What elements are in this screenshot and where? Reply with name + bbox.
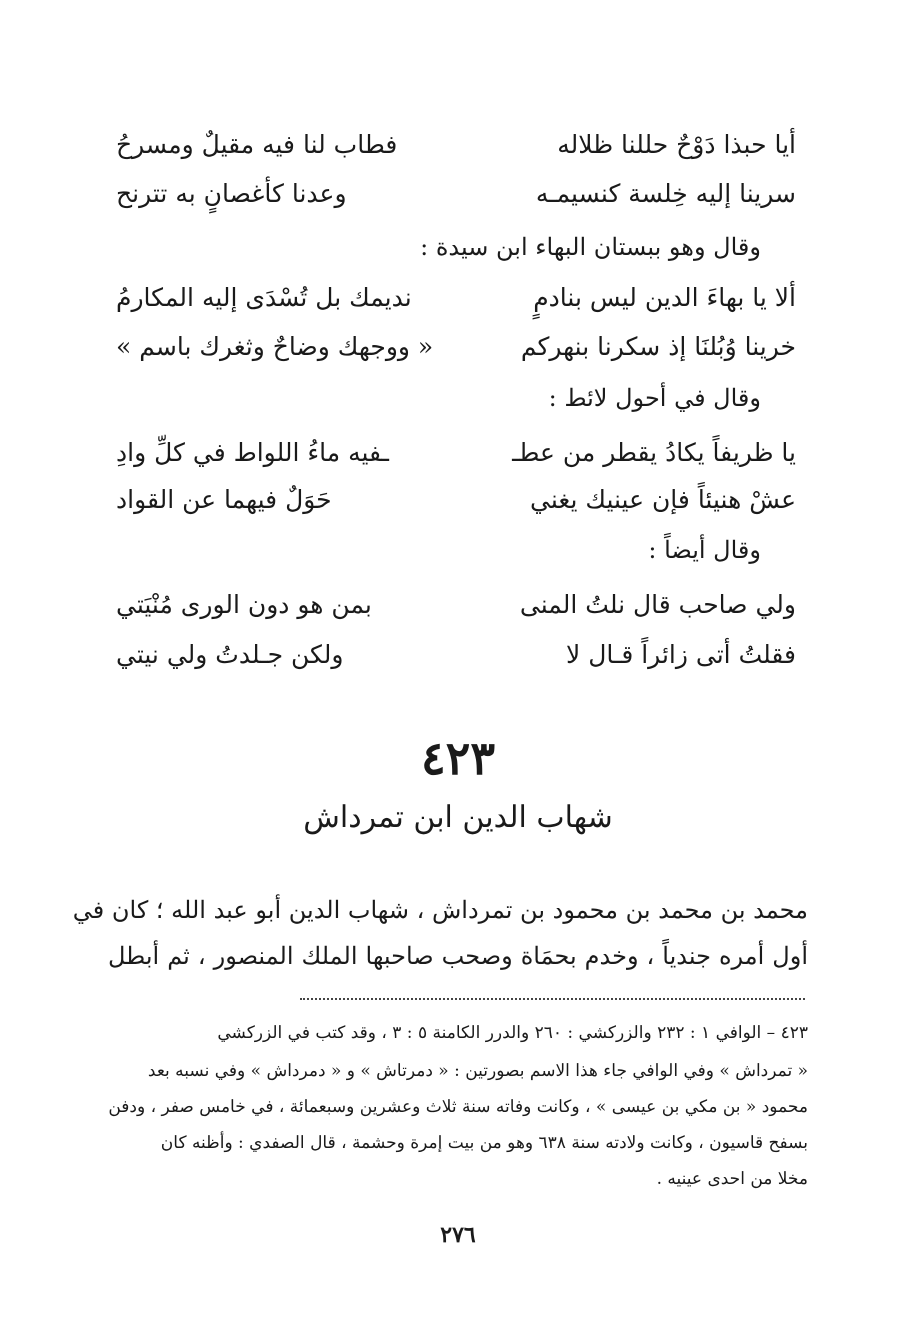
verse-second-hemistich: وعدنا كأغصانٍ به تترنح — [116, 179, 347, 208]
poem-intro: وقال في أحول لائط : — [548, 384, 761, 412]
body-text-line: أول أمره جندياً ، وخدم بحمَاة وصحب صاحبها الملك المنصور ، ثم أبطل — [108, 942, 808, 970]
footnote-line: مخلا من احدى عينيه . — [656, 1169, 808, 1189]
entry-title: شهاب الدين ابن تمرداش — [303, 800, 613, 835]
verse-second-hemistich: « ووجهك وضاحٌ وثغرك باسم » — [116, 332, 434, 361]
verse-first-hemistich: ألا يا بهاءَ الدين ليس بنادمٍ — [533, 283, 796, 312]
footnote-line: بسفح قاسيون ، وكانت ولادته سنة ٦٣٨ وهو من بيت إمرة وحشمة ، قال الصفدي : وأظنه كان — [160, 1133, 808, 1153]
footnote-line: ٤٢٣ – الوافي ١ : ٢٣٢ والزركشي : ٢٦٠ والدرر الكامنة ٥ : ٣ ، وقد كتب في الزركشي — [217, 1023, 808, 1043]
poem-intro: وقال أيضاً : — [648, 536, 761, 564]
verse-second-hemistich: ـفيه ماءُ اللواط في كلِّ وادِ — [116, 438, 390, 467]
poem-intro: وقال وهو ببستان البهاء ابن سيدة : — [420, 233, 761, 261]
body-text-line: محمد بن محمد بن محمود بن تمرداش ، شهاب الدين أبو عبد الله ؛ كان في — [72, 896, 808, 924]
footnote-separator — [300, 998, 805, 1000]
verse-second-hemistich: فطاب لنا فيه مقيلٌ ومسرحُ — [116, 130, 398, 159]
verse-first-hemistich: عشْ هنيئاً فإن عينيك يغني — [530, 485, 796, 514]
verse-line — [116, 324, 796, 370]
verse-first-hemistich: يا ظريفاً يكادُ يقطر من عطـ — [512, 438, 796, 467]
page-number: ٢٧٦ — [440, 1222, 476, 1248]
verse-line — [116, 122, 796, 168]
verse-first-hemistich: سرينا إليه خِلسة كنسيمـه — [535, 179, 796, 208]
verse-second-hemistich: بمن هو دون الورى مُنْيَتي — [116, 590, 372, 619]
verse-first-hemistich: خرينا وُبُلنَا إذ سكرنا بنهركم — [520, 332, 796, 361]
verse-second-hemistich: نديمك بل تُسْدَى إليه المكارمُ — [116, 283, 412, 312]
verse-line — [116, 632, 796, 678]
verse-line — [116, 430, 796, 476]
verse-first-hemistich: فقلتُ أتى زائراً قـال لا — [566, 640, 796, 669]
verse-second-hemistich: حَوَلٌ فيهما عن القواد — [116, 485, 332, 514]
entry-number: ٤٢٣ — [420, 731, 496, 785]
verse-line — [116, 171, 796, 217]
verse-line — [116, 275, 796, 321]
verse-first-hemistich: ولي صاحب قال نلتُ المنى — [519, 590, 796, 619]
footnote-line: « تمرداش » وفي الوافي جاء هذا الاسم بصورتين : « دمرتاش » و « دمرداش » وفي نسبه بعد — [147, 1061, 808, 1081]
verse-line — [116, 582, 796, 628]
verse-second-hemistich: ولكن جـلدتُ ولي نيتي — [116, 640, 344, 669]
verse-line — [116, 477, 796, 523]
footnote-line: محمود « بن مكي بن عيسى » ، وكانت وفاته سنة ثلاث وعشرين وسبعمائة ، في خامس صفر ، ودفن — [108, 1097, 808, 1117]
verse-first-hemistich: أيا حبذا دَوْحٌ حللنا ظلاله — [557, 130, 796, 159]
